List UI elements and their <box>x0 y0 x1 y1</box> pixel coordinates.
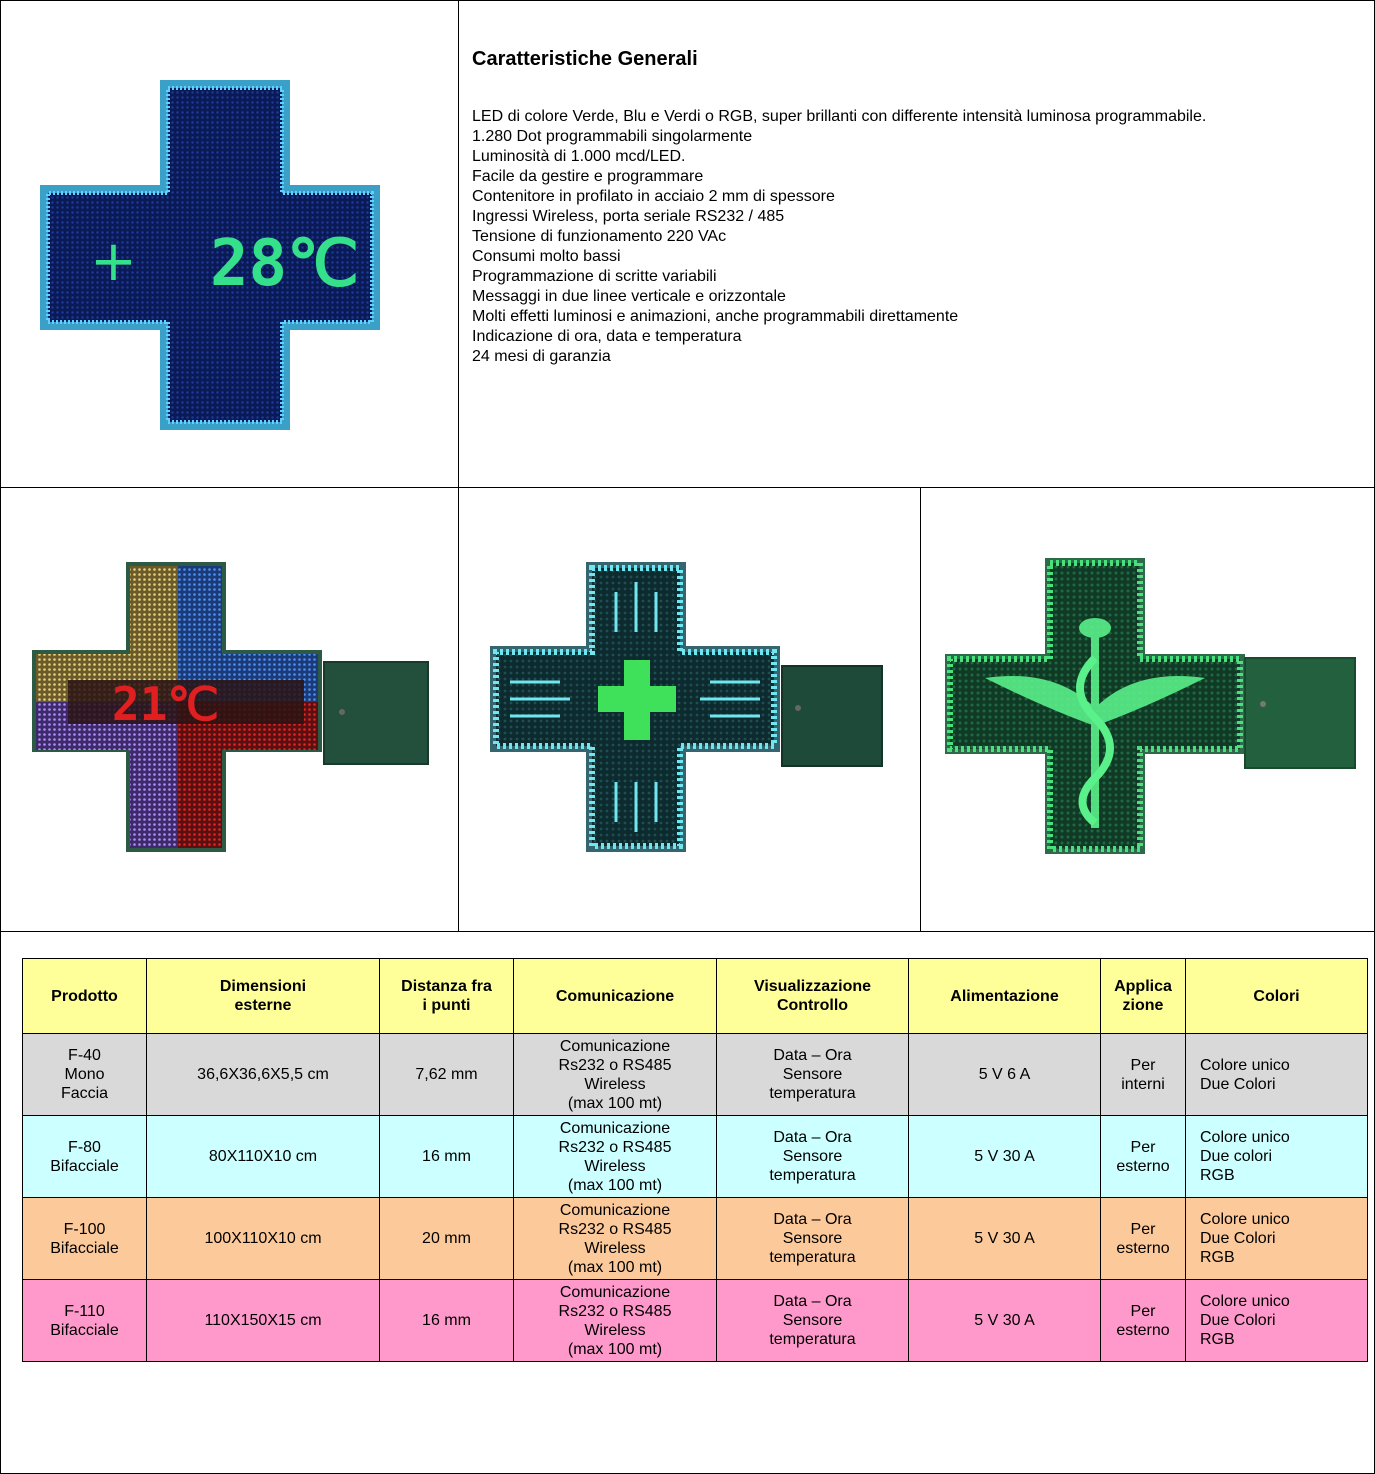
cell-line: (max 100 mt) <box>567 1340 663 1358</box>
feature-item: Programmazione di scritte variabili <box>472 268 717 285</box>
cell-line: (max 100 mt) <box>567 1094 663 1112</box>
cell-line: RGB <box>1200 1249 1235 1266</box>
cell-line: RGB <box>1200 1167 1235 1184</box>
led-cross-rgb-image <box>32 562 432 858</box>
cell-line: Due Colori <box>1200 1075 1276 1093</box>
cell-line: F-100 <box>63 1220 106 1238</box>
hero-temperature-display: 28℃ <box>210 227 359 301</box>
rgb-temperature-display: 21℃ <box>112 677 220 731</box>
cell-line: Bifacciale <box>50 1239 119 1257</box>
cell-line: Colore unico <box>1200 1293 1290 1310</box>
cell-line: Mono <box>64 1066 105 1083</box>
cell-line: (max 100 mt) <box>567 1258 663 1276</box>
cell-line: Sensore <box>782 1148 843 1165</box>
cell-line: Rs232 o RS485 <box>558 1138 672 1156</box>
feature-item: Ingressi Wireless, porta seriale RS232 / 485 <box>472 208 785 225</box>
cell-comunicazione <box>514 1116 717 1198</box>
feature-item: Consumi molto bassi <box>472 248 621 265</box>
cell-line: esterno <box>1116 1157 1170 1175</box>
cell-applicazione <box>1101 1280 1186 1362</box>
cell-line: Rs232 o RS485 <box>558 1302 672 1320</box>
cell-line: i punti <box>422 997 471 1014</box>
feature-item: Facile da gestire e programmare <box>472 168 704 185</box>
cell-line: Wireless <box>584 1075 646 1093</box>
cell-line: Wireless <box>584 1239 646 1257</box>
feature-item: 24 mesi di garanzia <box>472 348 611 365</box>
cell-line: esterne <box>234 997 292 1014</box>
cell-line: RGB <box>1200 1331 1235 1348</box>
cell-colori <box>1186 1198 1368 1280</box>
feature-item: 1.280 Dot programmabili singolarmente <box>472 128 753 145</box>
led-cross-blue-image <box>40 80 380 430</box>
cell-line: Rs232 o RS485 <box>558 1220 672 1238</box>
cell-comunicazione <box>514 1034 717 1116</box>
features-intro: LED di colore Verde, Blu e Verdi o RGB, super brillanti con differente intensità luminosa programmabile. <box>472 108 1207 125</box>
cell-line: Faccia <box>60 1085 109 1102</box>
cell-applicazione <box>1101 1034 1186 1116</box>
cell-line: esterno <box>1116 1321 1170 1339</box>
cell-line: Colore unico <box>1200 1129 1290 1146</box>
cell-line: temperatura <box>769 1249 856 1266</box>
cell-prodotto <box>23 1280 147 1362</box>
cell-dimensioni: 80X110X10 cm <box>147 1116 380 1198</box>
cell-line: Distanza fra <box>401 978 492 995</box>
led-cross-cyan-image <box>490 562 890 858</box>
cell-line: Visualizzazione <box>753 978 872 995</box>
cell-line: esterno <box>1116 1239 1170 1257</box>
cell-line: Comunicazione <box>559 1037 671 1055</box>
cell-dimensioni: 100X110X10 cm <box>147 1198 380 1280</box>
column-divider-2 <box>920 487 921 931</box>
svg-text:+: + <box>90 229 137 294</box>
cell-line: temperatura <box>769 1085 856 1102</box>
cell-prodotto <box>23 1198 147 1280</box>
cell-colori <box>1186 1280 1368 1362</box>
cell-line: Per <box>1130 1220 1156 1238</box>
cell-line: Applica <box>1114 978 1172 995</box>
product-specs-table <box>22 958 1368 1362</box>
cell-line: Colore unico <box>1200 1056 1290 1074</box>
cell-line: Per <box>1130 1138 1156 1156</box>
cell-alimentazione: 5 V 30 A <box>909 1198 1101 1280</box>
cell-comunicazione <box>514 1280 717 1362</box>
cell-line: Dimensioni <box>219 978 307 995</box>
cell-alimentazione: 5 V 6 A <box>909 1034 1101 1116</box>
cell-line: Data – Ora <box>773 1129 852 1146</box>
cell-line: Due Colori <box>1200 1230 1276 1247</box>
features-section <box>472 48 1362 367</box>
cell-line: interni <box>1121 1075 1165 1093</box>
cell-line: Data – Ora <box>773 1211 852 1228</box>
feature-item: Tensione di funzionamento 220 VAc <box>472 228 727 245</box>
table-row <box>23 1034 1368 1116</box>
cell-visualizzazione <box>717 1034 909 1116</box>
led-cross-green-image <box>945 558 1360 858</box>
cell-line: Data – Ora <box>773 1047 852 1064</box>
table-header-row <box>23 959 1368 1034</box>
header-col-dimensioni <box>147 959 380 1034</box>
cell-line: Colori <box>1253 987 1300 1005</box>
cell-line: Data – Ora <box>773 1293 852 1310</box>
header-col-colori <box>1186 959 1368 1034</box>
table-row <box>23 1116 1368 1198</box>
cell-visualizzazione <box>717 1198 909 1280</box>
cell-line: F-110 <box>64 1302 105 1320</box>
cell-colori <box>1186 1116 1368 1198</box>
feature-item: Contenitore in profilato in acciaio 2 mm di spessore <box>472 188 835 205</box>
cell-line: Sensore <box>782 1066 843 1083</box>
cell-distanza: 7,62 mm <box>380 1034 514 1116</box>
feature-item: Molti effetti luminosi e animazioni, anche programmabili direttamente <box>472 308 959 325</box>
cell-line: Wireless <box>584 1321 646 1339</box>
cell-prodotto <box>23 1034 147 1116</box>
header-col-comunicazione <box>514 959 717 1034</box>
column-divider-1 <box>458 0 459 931</box>
cell-line: temperatura <box>769 1167 856 1184</box>
cell-line: Comunicazione <box>559 1119 671 1137</box>
cell-line: Bifacciale <box>50 1157 119 1175</box>
feature-item: Indicazione di ora, data e temperatura <box>472 328 742 345</box>
cell-alimentazione: 5 V 30 A <box>909 1116 1101 1198</box>
header-col-alimentazione <box>909 959 1101 1034</box>
cell-line: (max 100 mt) <box>567 1176 663 1194</box>
cell-line: Bifacciale <box>50 1321 119 1339</box>
cell-line: Comunicazione <box>555 987 675 1005</box>
cell-alimentazione: 5 V 30 A <box>909 1280 1101 1362</box>
cell-line: temperatura <box>769 1331 856 1348</box>
cell-line: Due colori <box>1200 1148 1273 1165</box>
cell-line: Colore unico <box>1200 1211 1290 1228</box>
cell-comunicazione <box>514 1198 717 1280</box>
cell-line: Prodotto <box>51 987 118 1005</box>
features-list <box>472 127 1362 367</box>
cell-dimensioni: 110X150X15 cm <box>147 1280 380 1362</box>
cell-applicazione <box>1101 1198 1186 1280</box>
feature-item: Luminosità di 1.000 mcd/LED. <box>472 148 686 165</box>
cell-visualizzazione <box>717 1116 909 1198</box>
table-row <box>23 1280 1368 1362</box>
section-divider-top <box>0 487 1375 488</box>
cell-line: Rs232 o RS485 <box>558 1056 672 1074</box>
cell-line: Due Colori <box>1200 1312 1276 1329</box>
cell-line: Alimentazione <box>950 987 1059 1005</box>
cell-applicazione <box>1101 1116 1186 1198</box>
cell-line: F-40 <box>68 1047 101 1064</box>
cell-distanza: 16 mm <box>380 1280 514 1362</box>
cell-line: F-80 <box>68 1138 101 1156</box>
features-title: Caratteristiche Generali <box>472 48 698 70</box>
cell-line: Per <box>1130 1056 1156 1074</box>
cell-colori <box>1186 1034 1368 1116</box>
header-col-visualizzazione <box>717 959 909 1034</box>
cell-line: Sensore <box>782 1312 843 1329</box>
cell-line: zione <box>1122 997 1164 1014</box>
header-col-prodotto <box>23 959 147 1034</box>
cell-distanza: 16 mm <box>380 1116 514 1198</box>
cell-prodotto <box>23 1116 147 1198</box>
cell-dimensioni: 36,6X36,6X5,5 cm <box>147 1034 380 1116</box>
section-divider-middle <box>0 931 1375 932</box>
cell-line: Comunicazione <box>559 1201 671 1219</box>
feature-item: Messaggi in due linee verticale e orizzontale <box>472 288 786 305</box>
cell-line: Comunicazione <box>559 1283 671 1301</box>
cell-line: Sensore <box>782 1230 843 1247</box>
cell-distanza: 20 mm <box>380 1198 514 1280</box>
cell-line: Controllo <box>776 997 849 1014</box>
cell-visualizzazione <box>717 1280 909 1362</box>
cell-line: Per <box>1130 1302 1156 1320</box>
cell-line: Wireless <box>584 1157 646 1175</box>
table-row <box>23 1198 1368 1280</box>
header-col-applicazione <box>1101 959 1186 1034</box>
header-col-distanza <box>380 959 514 1034</box>
